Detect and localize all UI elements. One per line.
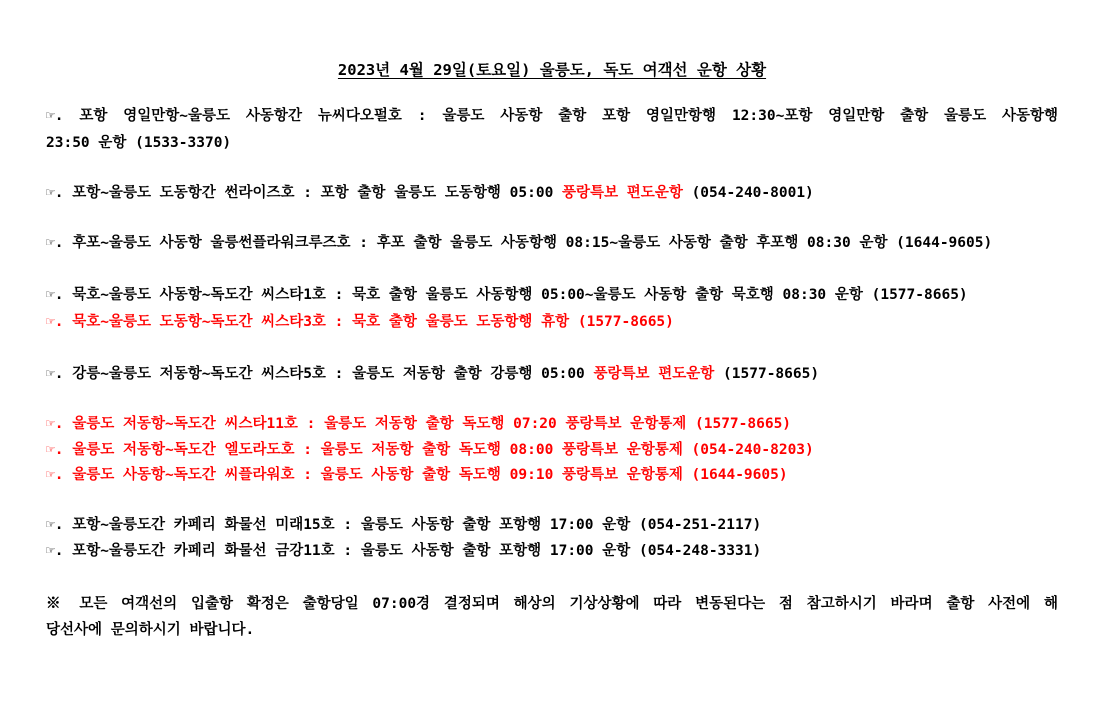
notice-11: ☞. 포항~울릉도간 카페리 화물선 금강11호 : 울릉도 사동항 출항 포항행 17:00 운항 (054-248-3331) [46, 543, 762, 559]
notice-3: ☞. 후포~울릉도 사동항 울릉썬플라워크루즈호 : 후포 출항 울릉도 사동항행 08:15~울릉도 사동항 출항 후포행 08:30 운항 (1644-9605) [46, 235, 993, 251]
footnote-line-2: 당선사에 문의하시기 바랍니다. [46, 622, 255, 638]
notice-6 [46, 364, 1058, 384]
notice-2-text: ☞. 포항~울릉도 도동항간 썬라이즈호 : 포항 출항 울릉도 도동항행 05:00 [46, 185, 563, 201]
notice-2-phone: (054-240-8001) [682, 185, 814, 201]
notice-9: ☞. 울릉도 사동항~독도간 씨플라워호 : 울릉도 사동항 출항 독도행 09:10 풍랑특보 운항통제 (1644-9605) [46, 467, 788, 483]
notice-6-text: ☞. 강릉~울릉도 저동항~독도간 씨스타5호 : 울릉도 저동항 출항 강릉행 05:00 [46, 366, 594, 382]
notice-6-phone: (1577-8665) [714, 366, 820, 382]
notice-2 [46, 183, 1058, 203]
document [46, 0, 1058, 711]
page-title: 2023년 4월 29일(토요일) 울릉도, 독도 여객선 운항 상황 [337, 61, 767, 79]
notice-1-line-2: 23:50 운항 (1533-3370) [46, 135, 232, 151]
notice-4: ☞. 묵호~울릉도 사동항~독도간 씨스타1호 : 묵호 출항 울릉도 사동항행 05:00~울릉도 사동항 출항 묵호행 08:30 운항 (1577-8665) [46, 287, 968, 303]
notice-7: ☞. 울릉도 저동항~독도간 씨스타11호 : 울릉도 저동항 출항 독도행 07:20 풍랑특보 운항통제 (1577-8665) [46, 416, 792, 432]
notice-10: ☞. 포항~울릉도간 카페리 화물선 미래15호 : 울릉도 사동항 출항 포항행 17:00 운항 (054-251-2117) [46, 517, 762, 533]
footnote-line-1: ※ 모든 여객선의 입출항 확정은 출항당일 07:00경 결정되며 해상의 기상상황에 따라 변동된다는 점 참고하시기 바라며 출항 사전에 해 [46, 596, 1058, 612]
notice-1-line-1: ☞. 포항 영일만항~울릉도 사동항간 뉴씨다오펄호 : 울릉도 사동항 출항 포항 영일만항행 12:30~포항 영일만항 출항 울릉도 사동항행 [46, 108, 1058, 124]
notice-8: ☞. 울릉도 저동항~독도간 엘도라도호 : 울릉도 저동항 출항 독도행 08:00 풍랑특보 운항통제 (054-240-8203) [46, 442, 814, 458]
notice-5: ☞. 묵호~울릉도 도동항~독도간 씨스타3호 : 묵호 출항 울릉도 도동항행 휴항 (1577-8665) [46, 314, 674, 330]
notice-6-alert: 풍랑특보 편도운항 [593, 366, 715, 382]
notice-2-alert: 풍랑특보 편도운항 [562, 185, 683, 201]
